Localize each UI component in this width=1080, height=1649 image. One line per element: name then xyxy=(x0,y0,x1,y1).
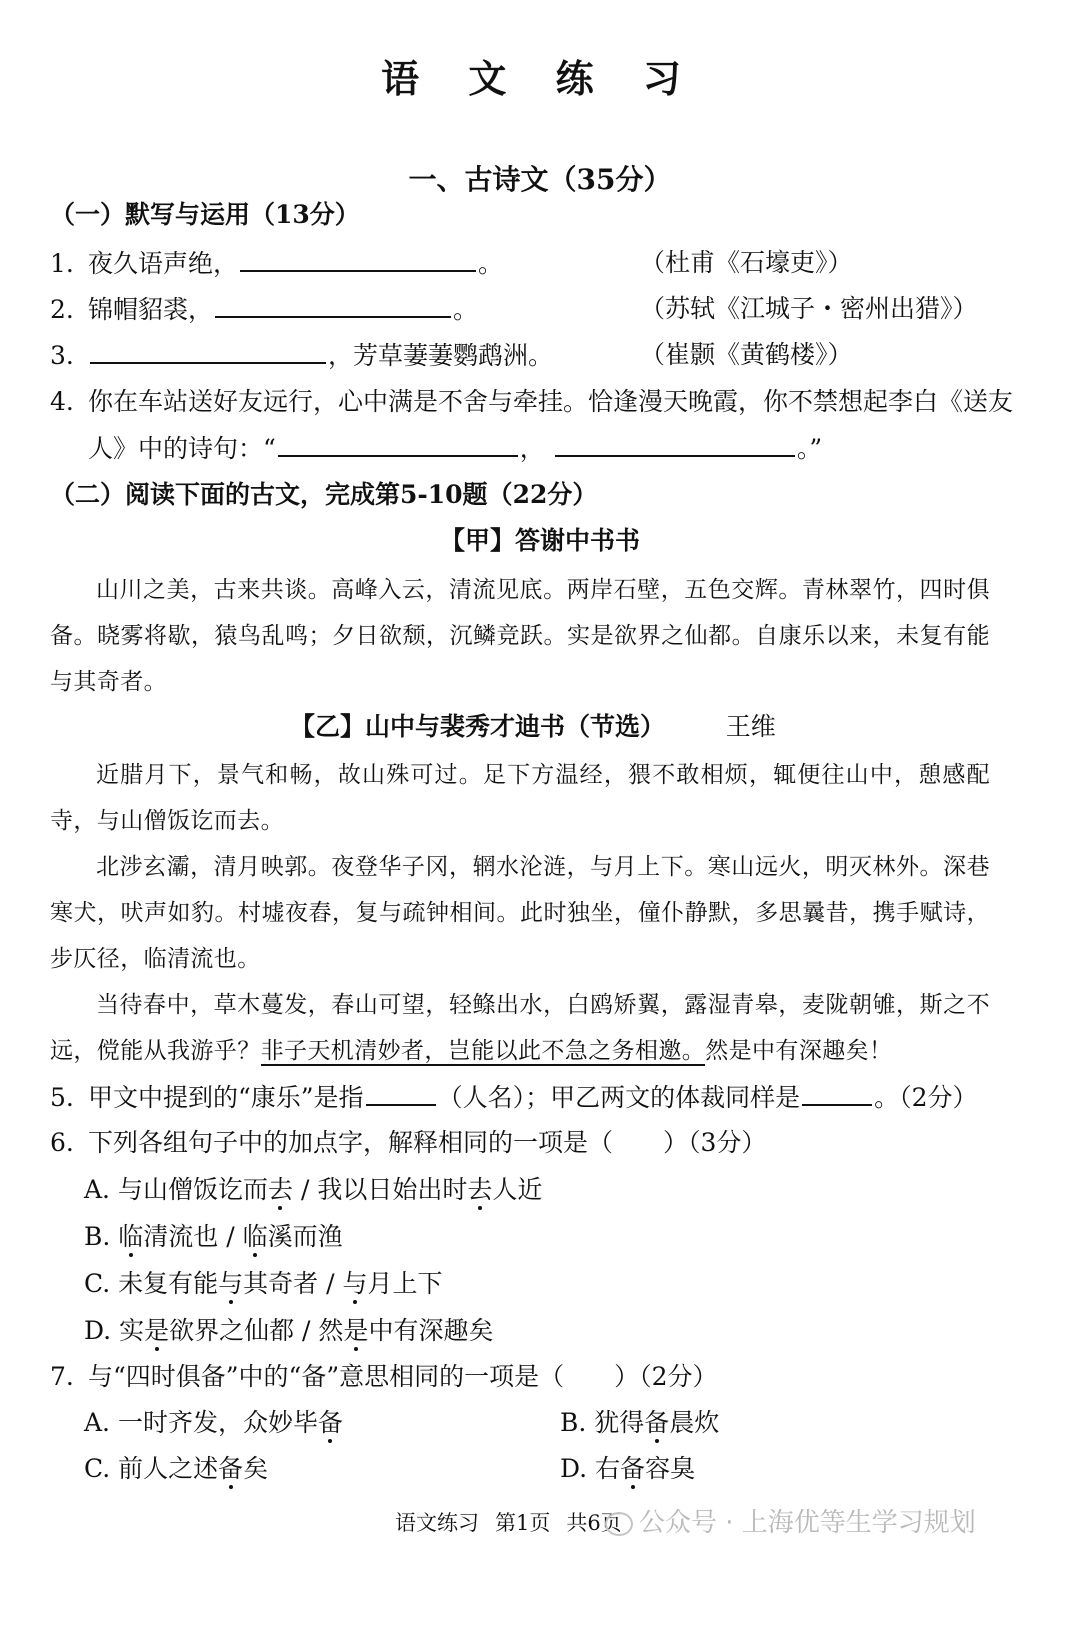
question-number: 3. xyxy=(50,341,74,370)
question-stem: 下列各组句子中的加点字，解释相同的一项是（ ）（3分） xyxy=(88,1128,767,1157)
q7-option-d[interactable] xyxy=(560,1452,695,1486)
text-a-paragraph: 山川之美，古来共谈。高峰入云，清流见底。两岸石壁，五色交辉。青林翠竹，四时俱备。晓雾将歇，猿鸟乱鸣；夕日欲颓，沉鳞竞跃。实是欲界之仙都。自康乐以来，未复有能与其奇者。 xyxy=(50,577,990,695)
question-2 xyxy=(50,292,1040,327)
question-text-end: 。” xyxy=(796,434,823,463)
option-label: A. xyxy=(84,1408,111,1437)
answer-blank[interactable] xyxy=(90,338,326,364)
section-heading: 一、古诗文（35分） xyxy=(408,163,672,196)
watermark-text: 公众号 · 上海优等生学习规划 xyxy=(639,1508,976,1538)
dotted-char: 去 xyxy=(467,1175,493,1204)
footer-total-pages: 共6页 xyxy=(566,1511,622,1535)
text-b-paragraph-1: 近腊月下，景气和畅，故山殊可过。足下方温经，猥不敢相烦，辄便往山中，憩感配寺，与山僧饭讫而去。 xyxy=(50,762,990,834)
text-a-title: 【甲】答谢中书书 xyxy=(439,526,640,555)
text-b-body xyxy=(50,752,990,1074)
comma: ， xyxy=(519,434,545,463)
q7-option-c[interactable] xyxy=(84,1452,268,1486)
text-b-title xyxy=(290,710,1040,744)
option-text: 晨炊 xyxy=(669,1408,720,1437)
question-text: 锦帽貂裘， xyxy=(88,295,214,324)
q6-option-c[interactable] xyxy=(84,1267,443,1301)
question-number: 1. xyxy=(50,249,74,278)
question-4 xyxy=(50,385,1040,419)
question-text-end: 。（2分） xyxy=(874,1083,978,1112)
text-b-title-text: 【乙】山中与裴秀才迪书（节选） xyxy=(290,712,666,741)
dotted-char: 备 xyxy=(644,1408,670,1437)
dotted-char: 去 xyxy=(267,1175,293,1204)
question-text: ，芳草萋萋鹦鹉洲。 xyxy=(328,341,554,370)
wechat-icon xyxy=(605,1512,633,1536)
page-footer xyxy=(395,1507,638,1537)
dotted-char: 是 xyxy=(144,1316,170,1345)
option-text: 右 xyxy=(595,1454,621,1483)
dotted-char: 与 xyxy=(342,1269,368,1298)
paragraph-3-start: 当待春中，草木蔓发，春山可望，轻鲦出水，白鸥矫翼，露湿青皋，麦陇朝雊，斯之不远，傥能从我游乎？ xyxy=(50,992,990,1064)
option-text: 一时齐发，众妙毕 xyxy=(117,1408,318,1437)
question-text: 人》中的诗句：“ xyxy=(88,434,276,463)
option-text: 中有深趣矣 xyxy=(368,1316,494,1345)
dotted-char: 临 xyxy=(242,1222,268,1251)
q7-option-a[interactable] xyxy=(84,1406,343,1440)
option-label: C. xyxy=(84,1269,111,1298)
question-4-continued xyxy=(88,431,1040,466)
option-text: 其奇者 / xyxy=(243,1269,343,1298)
dotted-char: 备 xyxy=(317,1408,343,1437)
question-1 xyxy=(50,246,1040,281)
option-text: 与山僧饭讫而 xyxy=(117,1175,268,1204)
q7-option-b[interactable] xyxy=(560,1406,719,1440)
option-text: 实 xyxy=(119,1316,145,1345)
paragraph-3-end: 然是中有深趣矣！ xyxy=(705,1038,893,1064)
question-number: 7. xyxy=(50,1362,74,1391)
answer-blank[interactable] xyxy=(278,431,518,457)
question-text: 你在车站送好友远行，心中满是不舍与牵挂。恰逢漫天晚霞，你不禁想起李白《送友 xyxy=(88,387,1014,416)
watermark xyxy=(605,1502,976,1539)
option-text: 容臭 xyxy=(645,1454,696,1483)
option-text: 未复有能 xyxy=(118,1269,219,1298)
option-label: B. xyxy=(560,1408,587,1437)
question-number: 6. xyxy=(50,1128,74,1157)
option-label: D. xyxy=(560,1454,588,1483)
text-b-paragraph-3 xyxy=(50,982,990,1074)
q6-option-d[interactable] xyxy=(84,1314,493,1348)
option-text: 人近 xyxy=(492,1175,543,1204)
source-citation: （杜甫《石壕吏》） xyxy=(640,248,853,277)
option-label: B. xyxy=(84,1222,111,1251)
answer-blank[interactable] xyxy=(366,1080,436,1106)
answer-blank[interactable] xyxy=(555,431,795,457)
question-number: 2. xyxy=(50,295,74,324)
answer-blank[interactable] xyxy=(240,246,476,272)
option-text: 欲界之仙都 / 然 xyxy=(169,1316,344,1345)
question-text: （人名）；甲乙两文的体裁同样是 xyxy=(437,1083,801,1112)
text-b-paragraph-2: 北涉玄灞，清月映郭。夜登华子冈，辋水沦涟，与月上下。寒山远火，明灭林外。深巷寒犬，吠声如豹。村墟夜舂，复与疏钟相间。此时独坐，僮仆静默，多思曩昔，携手赋诗，步仄径，临清流也。 xyxy=(50,854,990,972)
subsection-heading-1: （一）默写与运用（13分） xyxy=(50,200,360,229)
question-text-end: 。 xyxy=(478,249,504,278)
question-5 xyxy=(50,1080,1040,1115)
source-citation: （苏轼《江城子・密州出猎》） xyxy=(640,294,978,323)
option-text: / 我以日始出时 xyxy=(293,1175,468,1204)
question-number: 4. xyxy=(50,387,74,416)
underlined-sentence: 非子天机清妙者，岂能以此不急之务相邀。 xyxy=(260,1038,706,1064)
option-text: 矣 xyxy=(243,1454,269,1483)
question-6 xyxy=(50,1126,1040,1160)
dotted-char: 备 xyxy=(218,1454,244,1483)
answer-blank[interactable] xyxy=(215,292,451,318)
option-label: D. xyxy=(84,1316,112,1345)
text-a-body xyxy=(50,567,990,705)
text-b-author: 王维 xyxy=(725,712,776,741)
question-text-end: 。 xyxy=(453,295,479,324)
dotted-char: 与 xyxy=(218,1269,244,1298)
question-3 xyxy=(50,338,1040,373)
dotted-char: 临 xyxy=(118,1222,144,1251)
dotted-char: 是 xyxy=(343,1316,369,1345)
question-stem: 与“四时俱备”中的“备”意思相同的一项是（ ）（2分） xyxy=(88,1362,718,1391)
dotted-char: 备 xyxy=(620,1454,646,1483)
subsection-heading-2: （二）阅读下面的古文，完成第5-10题（22分） xyxy=(50,480,598,509)
option-text: 犹得 xyxy=(594,1408,645,1437)
option-text: 清流也 / xyxy=(143,1222,243,1251)
q6-option-b[interactable] xyxy=(84,1220,343,1254)
footer-subject: 语文练习 xyxy=(395,1511,479,1535)
footer-page-number: 第1页 xyxy=(495,1511,551,1535)
option-label: C. xyxy=(84,1454,111,1483)
question-7 xyxy=(50,1360,1040,1394)
question-number: 5. xyxy=(50,1083,74,1112)
q6-option-a[interactable] xyxy=(84,1173,542,1207)
option-text: 前人之述 xyxy=(118,1454,219,1483)
answer-blank[interactable] xyxy=(802,1080,872,1106)
source-citation: （崔颢《黄鹤楼》） xyxy=(640,340,853,369)
page-title: 语 文 练 习 xyxy=(381,57,699,101)
option-label: A. xyxy=(84,1175,111,1204)
question-text: 夜久语声绝， xyxy=(88,249,239,278)
option-text: 月上下 xyxy=(367,1269,443,1298)
question-text: 甲文中提到的“康乐”是指 xyxy=(88,1083,364,1112)
option-text: 溪而渔 xyxy=(267,1222,343,1251)
